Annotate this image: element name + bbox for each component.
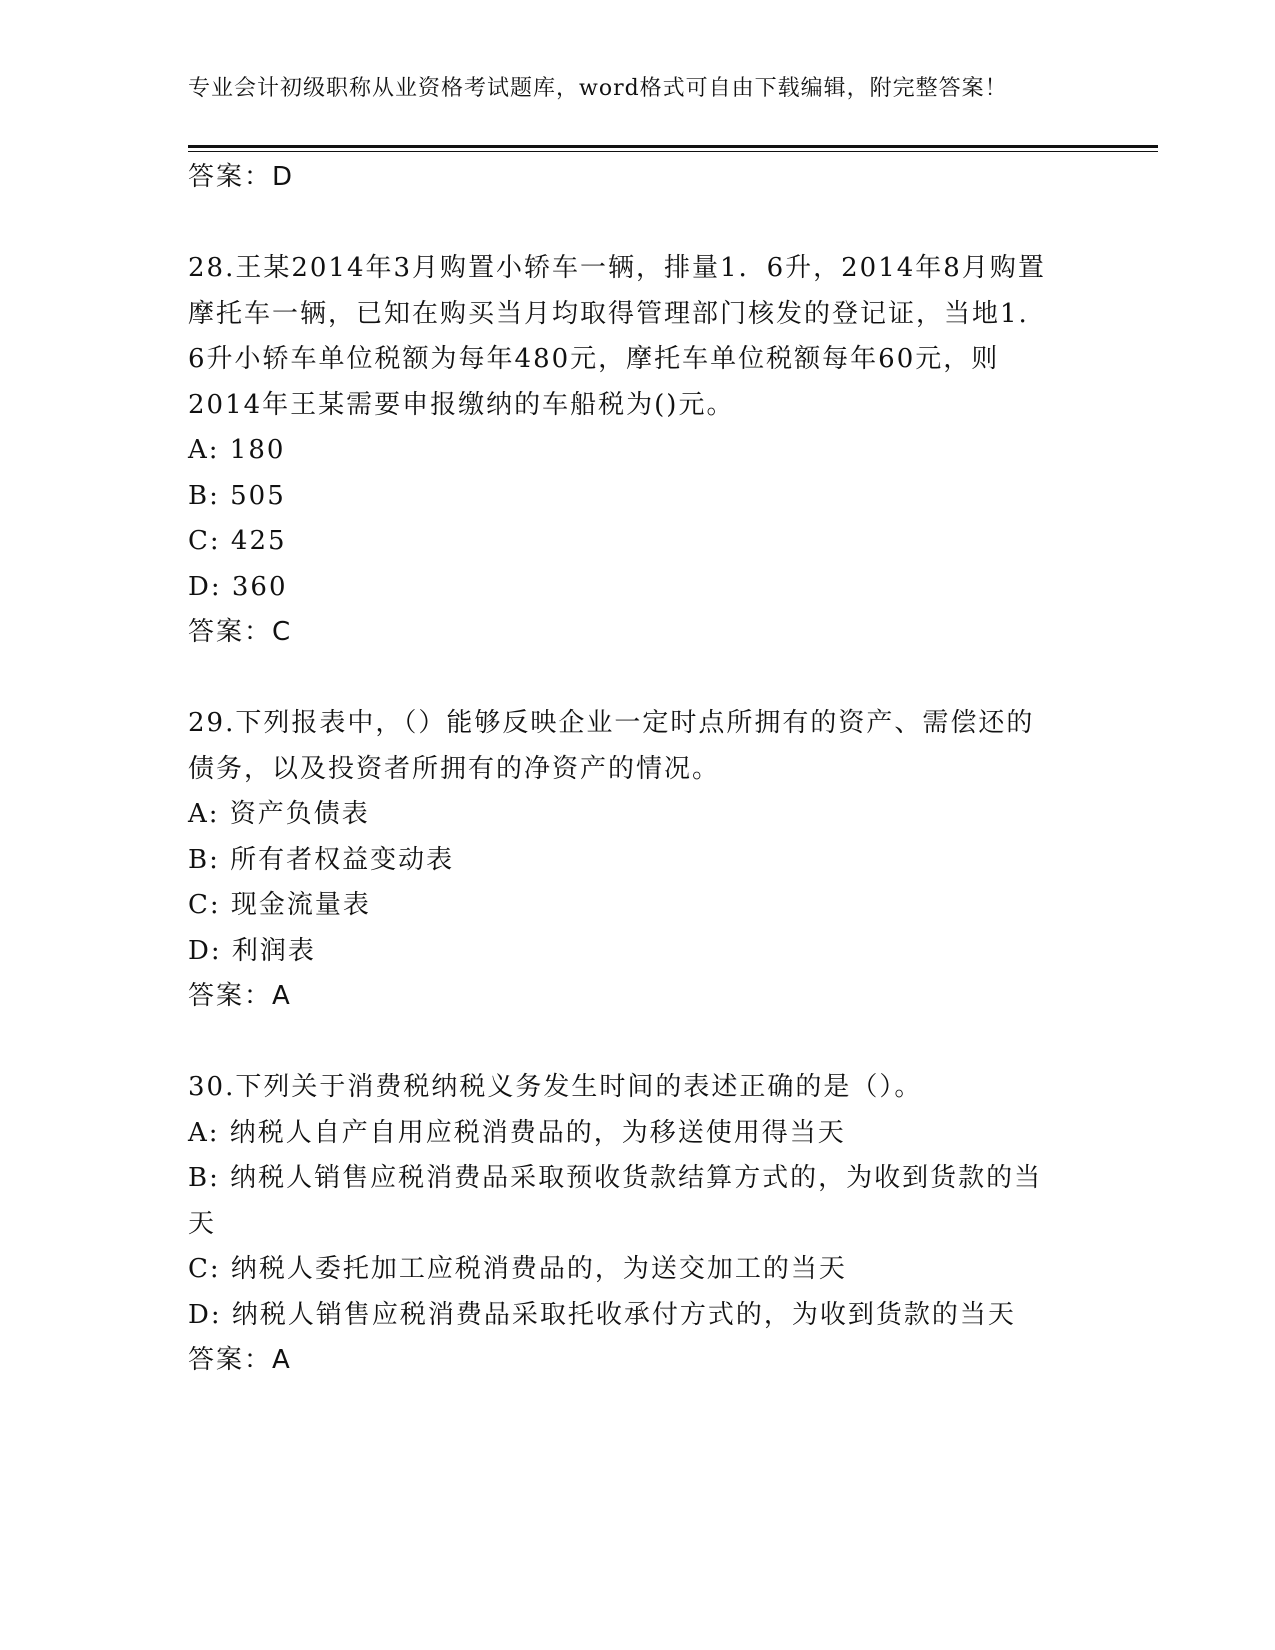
page-header: 专业会计初级职称从业资格考试题库，word格式可自由下载编辑，附完整答案！ xyxy=(188,76,1008,101)
option-d: D: 利润表 xyxy=(188,935,316,966)
question-29 xyxy=(188,701,1088,1020)
spacer xyxy=(188,1020,1088,1066)
answer-28: 答案：C xyxy=(188,617,293,647)
question-30 xyxy=(188,1065,1088,1384)
option-d: D: 纳税人销售应税消费品采取托收承付方式的，为收到货款的当天 xyxy=(188,1299,1016,1330)
option-c: C: 纳税人委托加工应税消费品的，为送交加工的当天 xyxy=(188,1254,847,1284)
question-text-line: 摩托车一辆，已知在购买当月均取得管理部门核发的登记证，当地1. xyxy=(188,298,1029,329)
question-text-line: 28.王某2014年3月购置小轿车一辆，排量1．6升，2014年8月购置 xyxy=(188,253,1046,283)
option-d: D: 360 xyxy=(188,571,288,602)
answer-27: 答案：D xyxy=(188,162,295,192)
answer-30: 答案：A xyxy=(188,1345,292,1375)
document-body xyxy=(188,155,1088,1384)
header-rule-thin xyxy=(188,151,1158,152)
option-a: A: 180 xyxy=(188,435,286,465)
option-a: A: 纳税人自产自用应税消费品的，为移送使用得当天 xyxy=(188,1117,846,1148)
header-rule xyxy=(188,145,1158,148)
question-text-line: 6升小轿车单位税额为每年480元，摩托车单位税额每年60元，则 xyxy=(188,344,1000,374)
question-28 xyxy=(188,246,1088,656)
option-b: B: 所有者权益变动表 xyxy=(188,844,455,875)
answer-29: 答案：A xyxy=(188,981,292,1011)
spacer xyxy=(188,201,1088,247)
option-b: B: 纳税人销售应税消费品采取预收货款结算方式的，为收到货款的当 xyxy=(188,1163,1043,1193)
option-a: A: 资产负债表 xyxy=(188,799,370,829)
option-c: C: 425 xyxy=(188,526,287,556)
spacer xyxy=(188,656,1088,702)
question-text-line: 2014年王某需要申报缴纳的车船税为()元。 xyxy=(188,389,735,420)
question-text-line: 债务，以及投资者所拥有的净资产的情况。 xyxy=(188,753,721,784)
option-b-continued: 天 xyxy=(188,1208,217,1239)
question-text-line: 30.下列关于消费税纳税义务发生时间的表述正确的是（）。 xyxy=(188,1072,923,1102)
option-b: B: 505 xyxy=(188,480,286,511)
question-text-line: 29.下列报表中，（）能够反映企业一定时点所拥有的资产、需偿还的 xyxy=(188,708,1035,738)
option-c: C: 现金流量表 xyxy=(188,890,371,920)
